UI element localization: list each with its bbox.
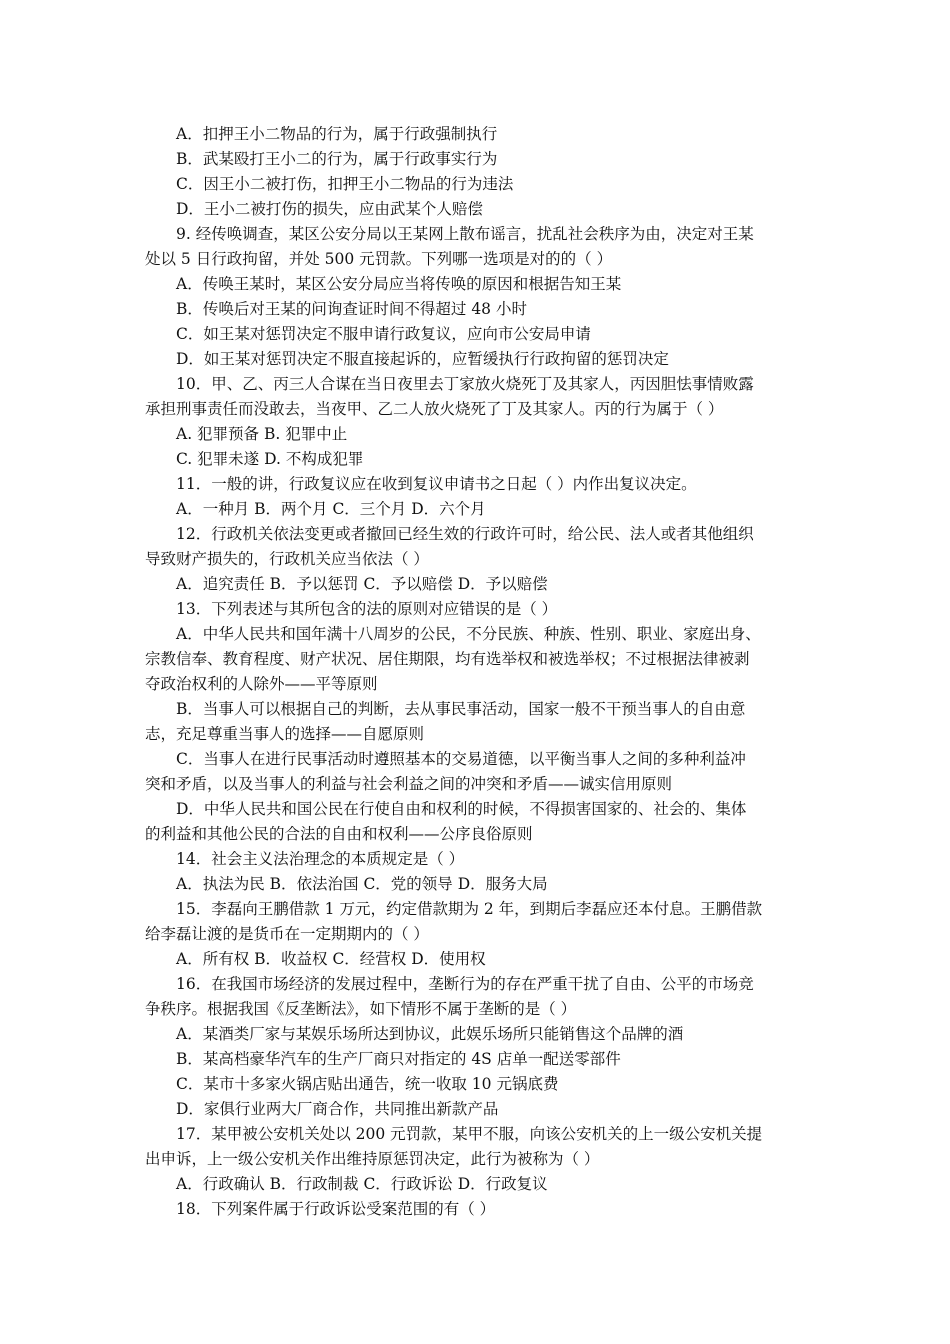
question-line: 15．李磊向王鹏借款 1 万元，约定借款期为 2 年，到期后李磊应还本付息。王鹏借款 bbox=[176, 900, 763, 918]
text-line: A．一种月 B．两个月 C．三个月 D．六个月 bbox=[176, 500, 486, 518]
text-line: A. 犯罪预备 B. 犯罪中止 bbox=[176, 425, 348, 443]
text-line: 出申诉，上一级公安机关作出维持原惩罚决定，此行为被称为（ ） bbox=[145, 1150, 600, 1168]
text-line: 处以 5 日行政拘留，并处 500 元罚款。下列哪一选项是对的的（ ） bbox=[145, 250, 613, 268]
text-line: 争秩序。根据我国《反垄断法》，如下情形不属于垄断的是（ ） bbox=[145, 1000, 577, 1018]
text-line: A．扣押王小二物品的行为，属于行政强制执行 bbox=[176, 125, 498, 143]
text-line: C．当事人在进行民事活动时遵照基本的交易道德，以平衡当事人之间的多种利益冲 bbox=[176, 750, 746, 768]
question-line: 9. 经传唤调查，某区公安分局以王某网上散布谣言，扰乱社会秩序为由，决定对王某 bbox=[176, 225, 754, 243]
text-line: A．某酒类厂家与某娱乐场所达到协议，此娱乐场所只能销售这个品牌的酒 bbox=[176, 1025, 684, 1043]
text-line: 给李磊让渡的是货币在一定期期内的（ ） bbox=[145, 925, 429, 943]
text-line: C．因王小二被打伤，扣押王小二物品的行为违法 bbox=[176, 175, 514, 193]
text-line: A．传唤王某时，某区公安分局应当将传唤的原因和根据告知王某 bbox=[176, 275, 622, 293]
text-line: B．武某殴打王小二的行为，属于行政事实行为 bbox=[176, 150, 498, 168]
text-line: D．王小二被打伤的损失，应由武某个人赔偿 bbox=[176, 200, 483, 218]
question-line: 18．下列案件属于行政诉讼受案范围的有（ ） bbox=[176, 1200, 496, 1218]
question-line: 14．社会主义法治理念的本质规定是（ ） bbox=[176, 850, 465, 868]
question-line: 13．下列表述与其所包含的法的原则对应错误的是（ ） bbox=[176, 600, 558, 618]
text-line: C. 犯罪未遂 D. 不构成犯罪 bbox=[176, 450, 364, 468]
text-line: D．如王某对惩罚决定不服直接起诉的，应暂缓执行行政拘留的惩罚决定 bbox=[176, 350, 669, 368]
question-line: 17．某甲被公安机关处以 200 元罚款，某甲不服，向该公安机关的上一级公安机关提 bbox=[176, 1125, 763, 1143]
text-line: B．当事人可以根据自己的判断，去从事民事活动，国家一般不干预当事人的自由意 bbox=[176, 700, 746, 718]
text-line: 承担刑事责任而没敢去，当夜甲、乙二人放火烧死了丁及其家人。丙的行为属于（ ） bbox=[145, 400, 724, 418]
text-line: A．中华人民共和国年满十八周岁的公民，不分民族、种族、性别、职业、家庭出身、 bbox=[176, 625, 761, 643]
text-line: 夺政治权利的人除外——平等原则 bbox=[145, 675, 378, 693]
question-line: 16．在我国市场经济的发展过程中，垄断行为的存在严重干扰了自由、公平的市场竞 bbox=[176, 975, 754, 993]
question-line: 12．行政机关依法变更或者撤回已经生效的行政许可时，给公民、法人或者其他组织 bbox=[176, 525, 754, 543]
text-line: C．某市十多家火锅店贴出通告，统一收取 10 元锅底费 bbox=[176, 1075, 559, 1093]
text-line: C．如王某对惩罚决定不服申请行政复议，应向市公安局申请 bbox=[176, 325, 591, 343]
text-line: B．传唤后对王某的问询查证时间不得超过 48 小时 bbox=[176, 300, 527, 318]
question-line: 11．一般的讲，行政复议应在收到复议申请书之日起（ ）内作出复议决定。 bbox=[176, 475, 697, 493]
text-line: D．家俱行业两大厂商合作，共同推出新款产品 bbox=[176, 1100, 499, 1118]
text-line: 突和矛盾，以及当事人的利益与社会利益之间的冲突和矛盾——诚实信用原则 bbox=[145, 775, 673, 793]
text-line: 志，充足尊重当事人的选择——自愿原则 bbox=[145, 725, 425, 743]
text-line: A．行政确认 B．行政制裁 C．行政诉讼 D．行政复议 bbox=[176, 1175, 548, 1193]
text-line: A．追究责任 B．予以惩罚 C．予以赔偿 D．予以赔偿 bbox=[176, 575, 548, 593]
text-line: B．某高档豪华汽车的生产厂商只对指定的 4S 店单一配送零部件 bbox=[176, 1050, 621, 1068]
text-line: A．所有权 B．收益权 C．经营权 D．使用权 bbox=[176, 950, 486, 968]
text-line: 宗教信奉、教育程度、财产状况、居住期限，均有选举权和被选举权；不过根据法律被剥 bbox=[145, 650, 750, 668]
question-line: 10．甲、乙、丙三人合谋在当日夜里去丁家放火烧死丁及其家人，丙因胆怯事情败露 bbox=[176, 375, 754, 393]
text-line: 的利益和其他公民的合法的自由和权利——公序良俗原则 bbox=[145, 825, 533, 843]
text-line: A．执法为民 B．依法治国 C．党的领导 D．服务大局 bbox=[176, 875, 548, 893]
text-line: 导致财产损失的，行政机关应当依法（ ） bbox=[145, 550, 429, 568]
text-line: D．中华人民共和国公民在行使自由和权利的时候，不得损害国家的、社会的、集体 bbox=[176, 800, 747, 818]
